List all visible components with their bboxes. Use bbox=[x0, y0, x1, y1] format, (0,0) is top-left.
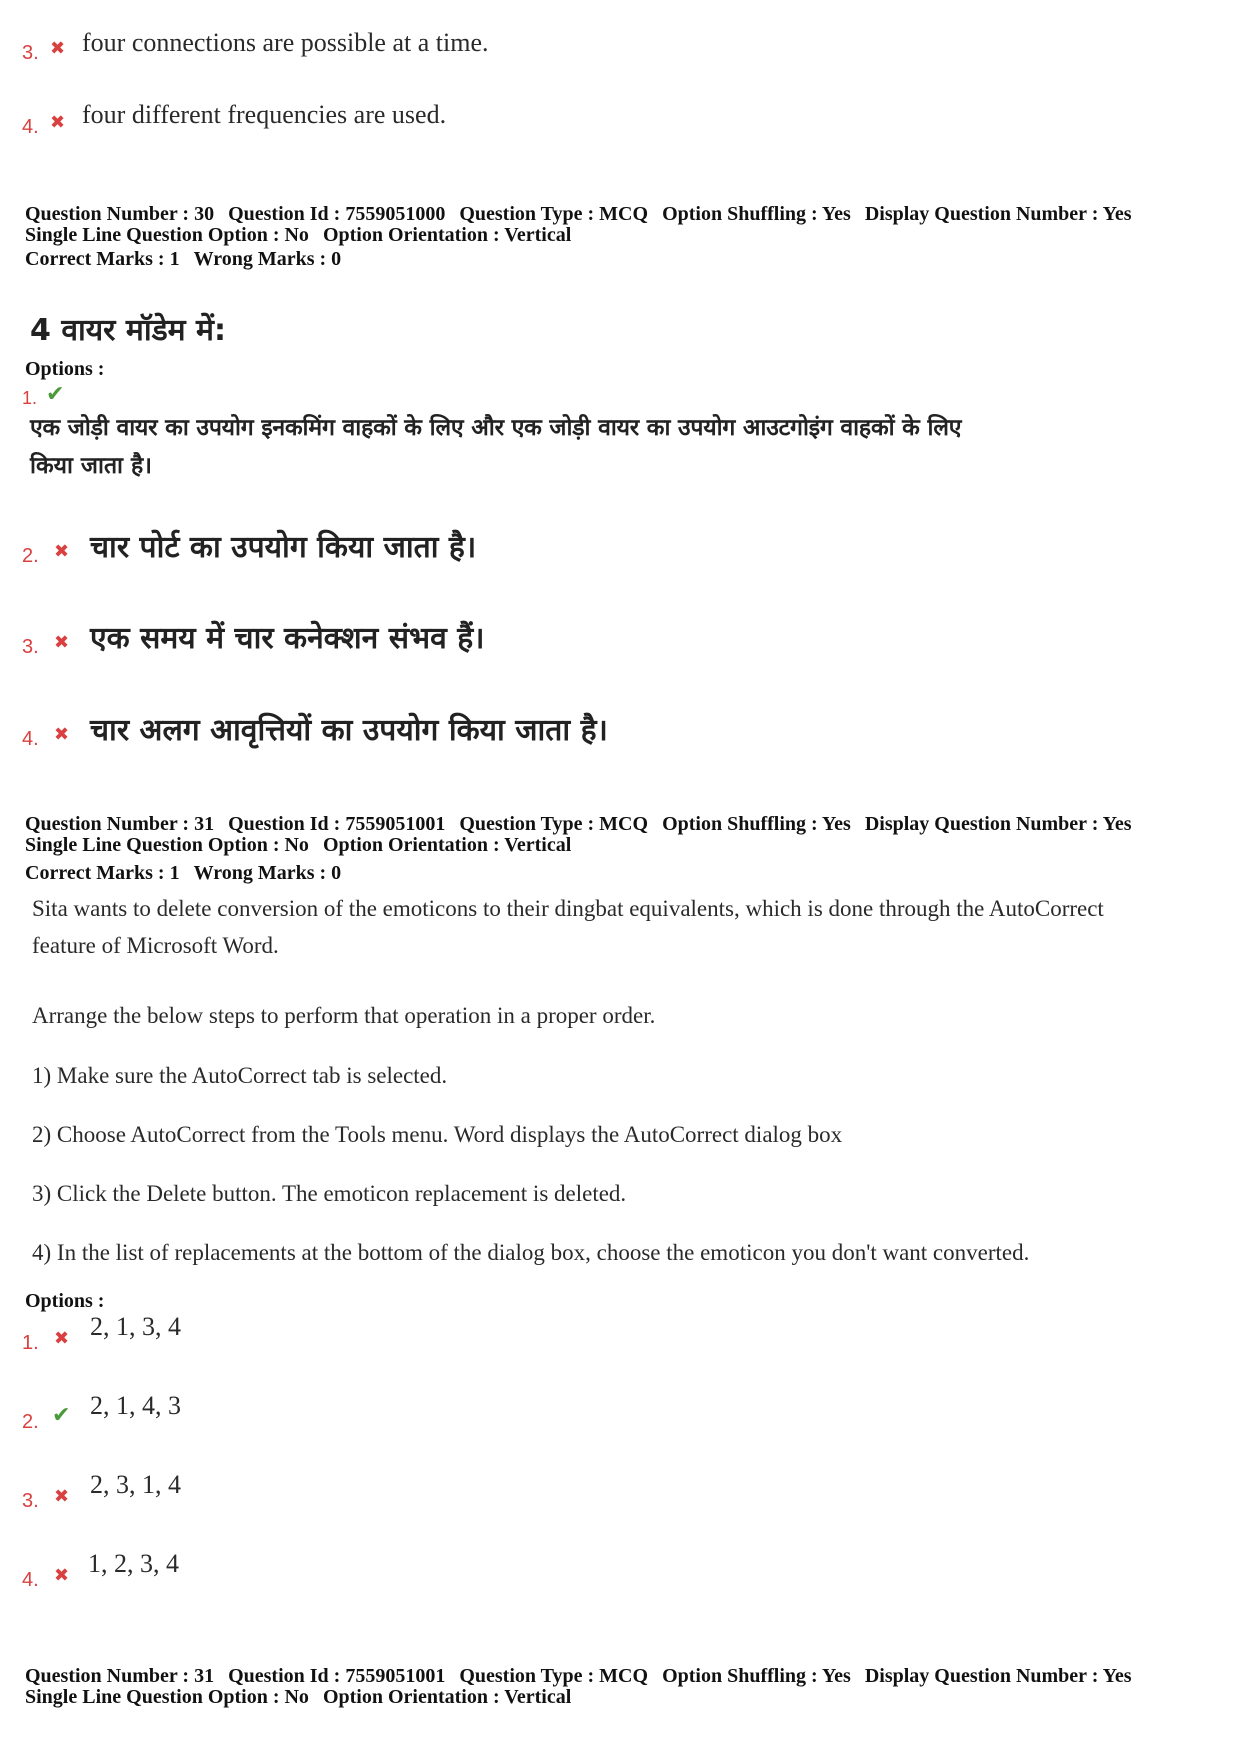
question-instruction: Arrange the below steps to perform that operation in a proper order. bbox=[32, 1003, 656, 1028]
cross-mark-icon: ✖ bbox=[50, 112, 66, 133]
options-label: Options : bbox=[25, 358, 105, 380]
question-marks bbox=[25, 862, 355, 884]
option-number: 4. bbox=[22, 1569, 39, 1591]
meta-question-type: Question Type : MCQ bbox=[459, 1665, 649, 1687]
cross-mark-icon: ✖ bbox=[54, 541, 70, 562]
meta-question-id: Question Id : 7559051001 bbox=[228, 1665, 446, 1687]
option-number: 3. bbox=[22, 1490, 39, 1512]
options-label: Options : bbox=[25, 1290, 105, 1312]
option-text: एक समय में चार कनेक्शन संभव हैं। bbox=[90, 621, 485, 656]
meta-question-type: Question Type : MCQ bbox=[459, 203, 649, 225]
option-number: 1. bbox=[22, 1332, 39, 1354]
cross-mark-icon: ✖ bbox=[54, 1486, 70, 1507]
meta-question-id: Question Id : 7559051000 bbox=[228, 203, 446, 225]
meta-single-line-option: Single Line Question Option : No bbox=[25, 1686, 309, 1708]
option-text: 1, 2, 3, 4 bbox=[88, 1549, 179, 1578]
step-item: 2) Choose AutoCorrect from the Tools menu. Word displays the AutoCorrect dialog box bbox=[32, 1122, 843, 1147]
question-intro-line1: Sita wants to delete conversion of the emoticons to their dingbat equivalents, which is done through the AutoCorrect bbox=[32, 896, 1104, 921]
option-text: four different frequencies are used. bbox=[82, 100, 447, 129]
meta-question-type: Question Type : MCQ bbox=[459, 813, 649, 835]
meta-option-shuffling: Option Shuffling : Yes bbox=[662, 813, 851, 835]
step-item: 1) Make sure the AutoCorrect tab is selected. bbox=[32, 1063, 448, 1088]
option-text: 2, 1, 4, 3 bbox=[90, 1391, 181, 1420]
correct-marks: Correct Marks : 1 bbox=[25, 248, 180, 270]
meta-display-number: Display Question Number : Yes bbox=[864, 1665, 1132, 1687]
question-intro-line2: feature of Microsoft Word. bbox=[32, 933, 279, 958]
option-text: 2, 3, 1, 4 bbox=[90, 1470, 181, 1499]
check-mark-icon: ✔ bbox=[52, 1403, 71, 1428]
meta-question-number: Question Number : 30 bbox=[25, 203, 215, 225]
step-item: 3) Click the Delete button. The emoticon replacement is deleted. bbox=[32, 1181, 627, 1206]
meta-option-orientation: Option Orientation : Vertical bbox=[322, 224, 572, 246]
option-text: चार अलग आवृत्तियों का उपयोग किया जाता है। bbox=[90, 713, 608, 748]
wrong-marks: Wrong Marks : 0 bbox=[193, 248, 342, 270]
question-meta-line1 bbox=[25, 1665, 1146, 1687]
meta-option-orientation: Option Orientation : Vertical bbox=[322, 834, 572, 856]
meta-single-line-option: Single Line Question Option : No bbox=[25, 834, 309, 856]
question-meta-line2 bbox=[25, 1686, 585, 1708]
cross-mark-icon: ✖ bbox=[50, 38, 66, 59]
question-meta-line2 bbox=[25, 224, 585, 246]
option-text: four connections are possible at a time. bbox=[82, 28, 489, 57]
cross-mark-icon: ✖ bbox=[54, 632, 70, 653]
meta-question-number: Question Number : 31 bbox=[25, 813, 215, 835]
correct-marks: Correct Marks : 1 bbox=[25, 862, 180, 884]
cross-mark-icon: ✖ bbox=[54, 724, 70, 745]
q30-option-1-text bbox=[30, 410, 1220, 480]
option-number: 3. bbox=[22, 42, 39, 64]
option-number: 2. bbox=[22, 1411, 39, 1433]
meta-single-line-option: Single Line Question Option : No bbox=[25, 224, 309, 246]
question-meta-line1 bbox=[25, 203, 1146, 225]
option-number: 3. bbox=[22, 636, 39, 658]
meta-display-number: Display Question Number : Yes bbox=[864, 203, 1132, 225]
question-intro bbox=[32, 890, 1222, 964]
meta-option-shuffling: Option Shuffling : Yes bbox=[662, 1665, 851, 1687]
question-marks bbox=[25, 248, 355, 270]
meta-question-id: Question Id : 7559051001 bbox=[228, 813, 446, 835]
wrong-marks: Wrong Marks : 0 bbox=[193, 862, 342, 884]
question-meta-line1 bbox=[25, 813, 1146, 835]
meta-display-number: Display Question Number : Yes bbox=[864, 813, 1132, 835]
option-number: 1. bbox=[22, 388, 38, 408]
option-number: 2. bbox=[22, 545, 39, 567]
cross-mark-icon: ✖ bbox=[54, 1565, 70, 1586]
option-text: चार पोर्ट का उपयोग किया जाता है। bbox=[90, 530, 477, 565]
check-mark-icon: ✔ bbox=[46, 382, 65, 407]
option-text: 2, 1, 3, 4 bbox=[90, 1312, 181, 1341]
meta-option-orientation: Option Orientation : Vertical bbox=[322, 1686, 572, 1708]
option-number: 4. bbox=[22, 116, 39, 138]
option-text-line2: किया जाता है। bbox=[30, 453, 152, 479]
option-number: 4. bbox=[22, 728, 39, 750]
meta-option-shuffling: Option Shuffling : Yes bbox=[662, 203, 851, 225]
step-item: 4) In the list of replacements at the bottom of the dialog box, choose the emoticon you don't want converted. bbox=[32, 1240, 1030, 1265]
question-meta-line2 bbox=[25, 834, 585, 856]
question-text: 4 वायर मॉडेम में: bbox=[30, 313, 226, 348]
meta-question-number: Question Number : 31 bbox=[25, 1665, 215, 1687]
cross-mark-icon: ✖ bbox=[54, 1328, 70, 1349]
option-text-line1: एक जोड़ी वायर का उपयोग इनकमिंग वाहकों के लिए और एक जोड़ी वायर का उपयोग आउटगोइंग वाहकों के लिए bbox=[30, 415, 962, 441]
